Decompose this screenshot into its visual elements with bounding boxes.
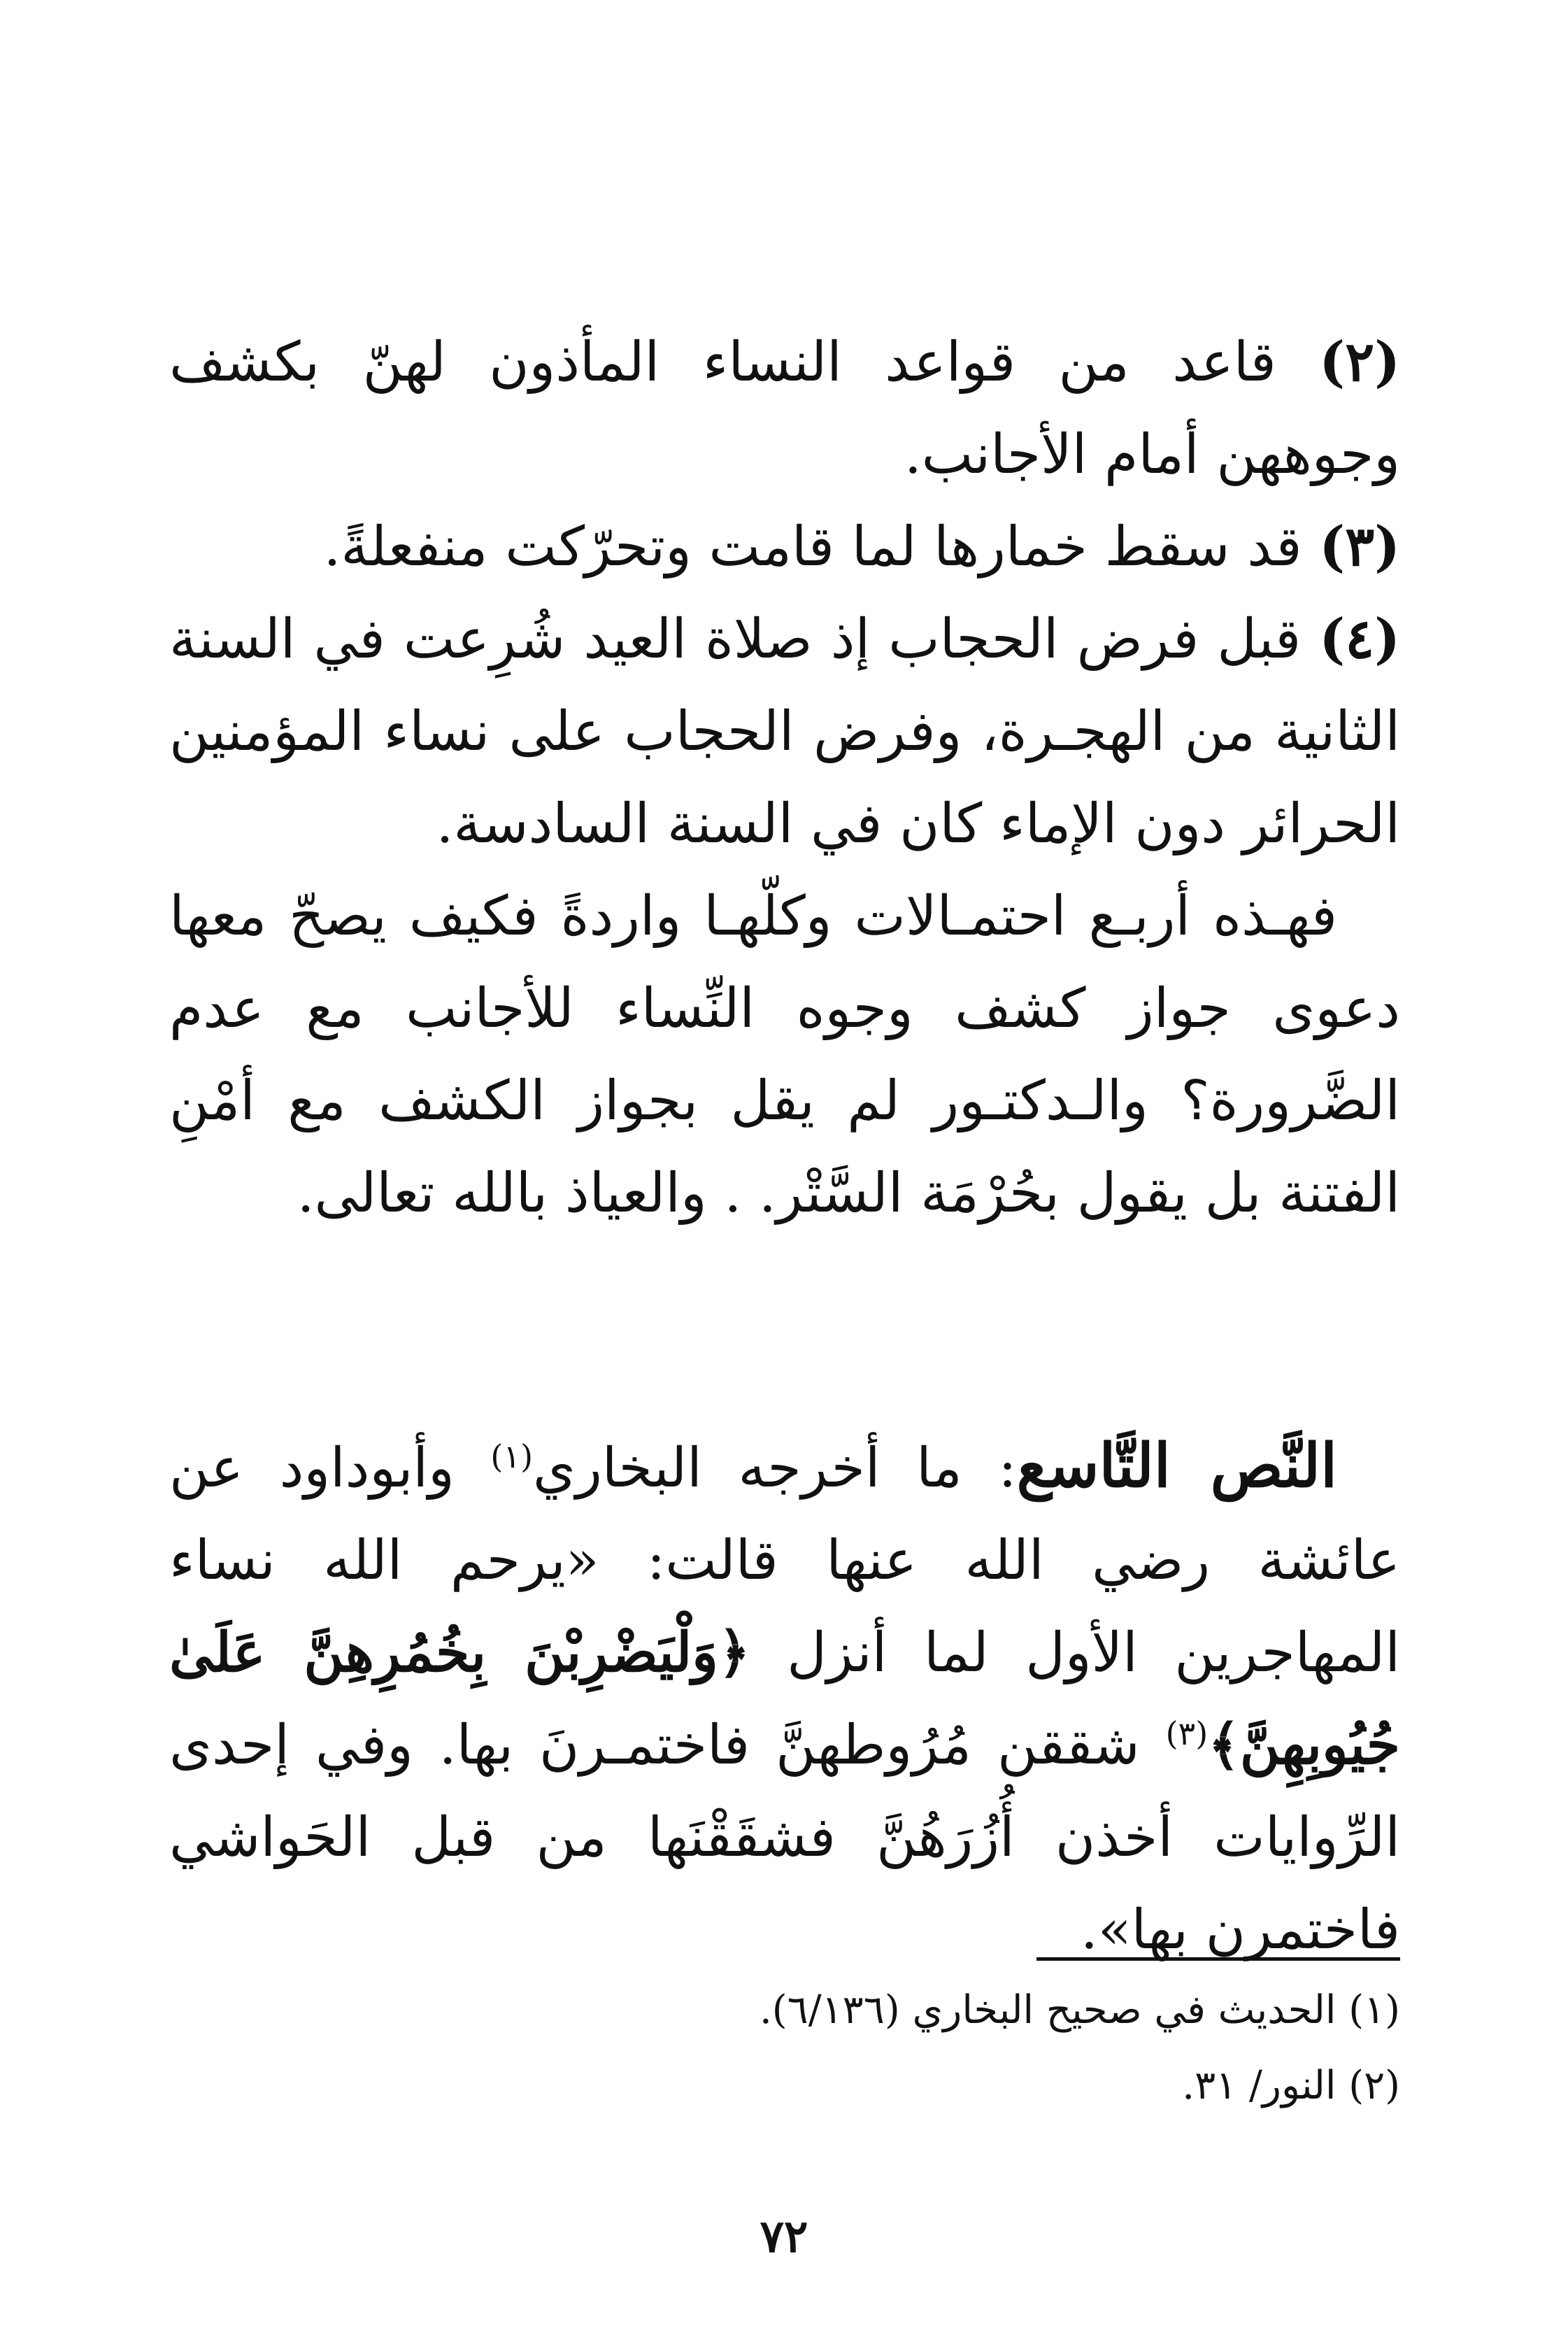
conclusion-paragraph: فهـذه أربـع احتمـالات وكلّهـا واردةً فكيف يصحّ معها دعوى جواز كشف وجوه النِّساء للأجانب مع عدم الضَّرورة؟ والـدكتـور لم يقل بجواز الكشف مع أمْنِ الفتنة بل يقول بحُرْمَة السَّتْر. . والعياذ بالله تعالى. xyxy=(169,885,1400,1225)
ninth-text-block xyxy=(169,1420,1400,1976)
footnote: (٢) النور/ ٣١. xyxy=(1182,2063,1400,2108)
footnote-ref[interactable]: (٣) xyxy=(1165,1715,1209,1752)
footnote-ref[interactable]: (١) xyxy=(490,1438,534,1475)
note-text: قاعد من قواعد النساء المأذون لهنّ بكشف وجوههن أمام الأجانب. xyxy=(169,331,1400,486)
note-number: (٢) xyxy=(1319,330,1401,394)
page-number: ٧٢ xyxy=(760,2210,808,2263)
note-text: قبل فرض الحجاب إذ صلاة العيد شُرِعت في السنة الثانية من الهجـرة، وفرض الحجاب على نساء المؤمنين الحرائر دون الإماء كان في السنة السادسة. xyxy=(169,608,1400,856)
note-paragraph xyxy=(169,593,1400,870)
note-paragraph xyxy=(169,501,1400,593)
note-text: قد سقط خمارها لما قامت وتحرّكت منفعلةً. xyxy=(323,516,1302,579)
notes-block xyxy=(169,316,1400,1240)
quran-verse: ﴿وَلْيَضْرِبْنَ بِخُمُرِهِنَّ عَلَىٰ جُيُوبِهِنَّ﴾ xyxy=(169,1621,1400,1777)
note-paragraph xyxy=(169,316,1400,501)
footnotes xyxy=(169,1973,1400,2124)
body-text: وأبوداود عن عائشة رضي الله عنها قالت: «يرحم الله نساء المهاجرين الأول لما أنزل xyxy=(169,1437,1400,1684)
note-number: (٤) xyxy=(1319,607,1400,671)
note-number: (٣) xyxy=(1319,515,1400,579)
body-text: شققن مُرُوطهنَّ فاختمـرنَ بها. وفي إحدى الرِّوايات أخذن أُزُرَهُنَّ فشقَقْنَها من قبل الحَواشي فاختمرن بها». xyxy=(169,1714,1400,1961)
footnote: (١) الحديث في صحيح البخاري (٦/١٣٦). xyxy=(759,1987,1400,2033)
footnote-divider xyxy=(1036,1957,1400,1961)
ninth-text-paragraph xyxy=(169,1420,1400,1976)
body-text: : ما أخرجه البخاري xyxy=(533,1437,1017,1500)
section-heading: النَّص التَّاسع xyxy=(1016,1431,1337,1501)
